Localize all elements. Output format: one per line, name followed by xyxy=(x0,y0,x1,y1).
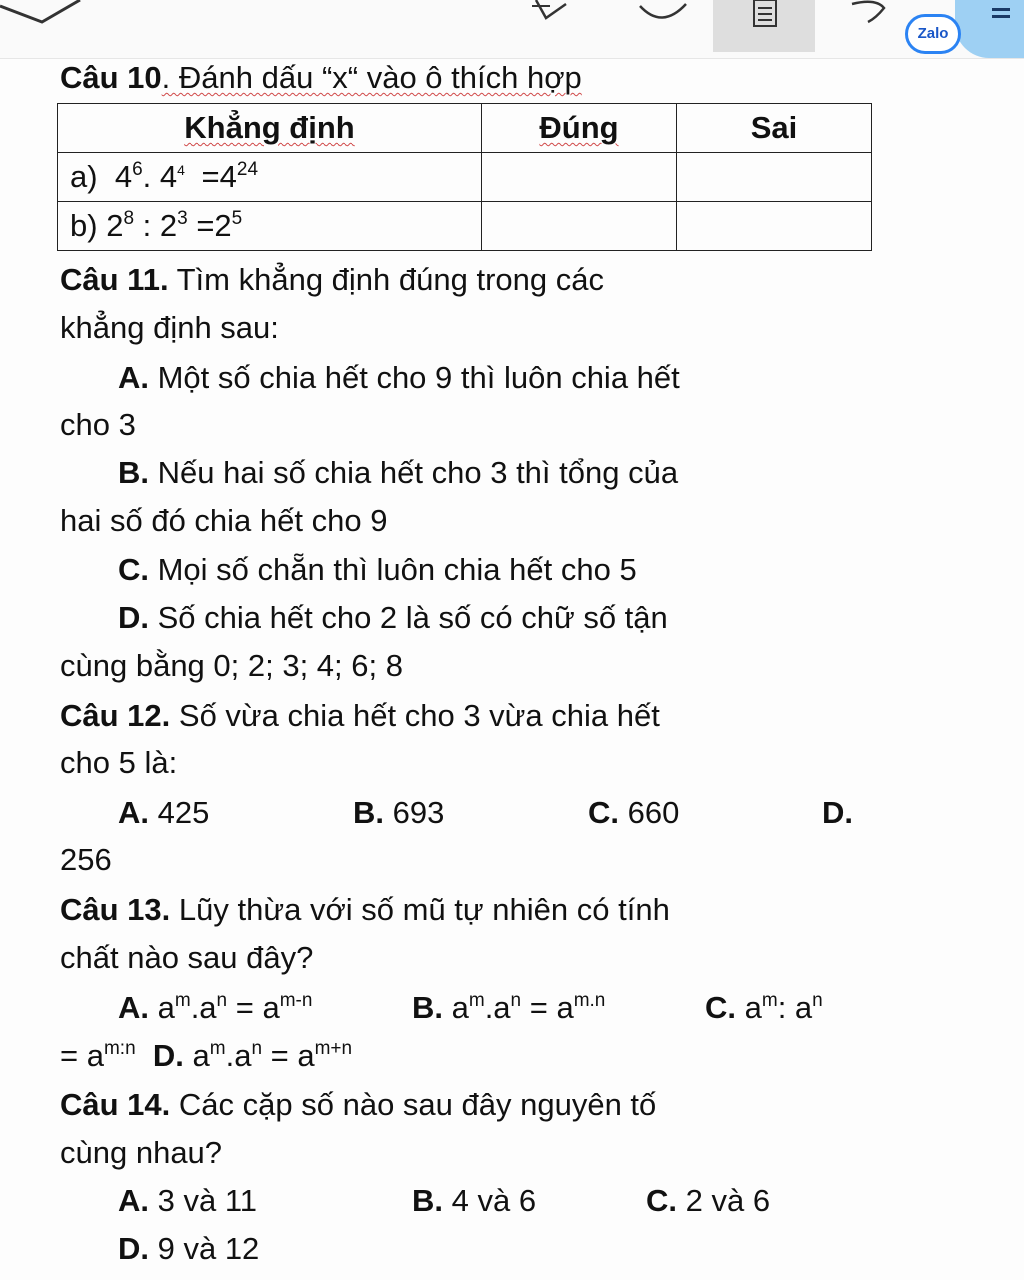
answer-box-b-true[interactable] xyxy=(482,202,677,251)
undo-icon[interactable] xyxy=(846,0,890,30)
q12-label: Câu 12. xyxy=(60,698,171,733)
q13-c-eq: = a xyxy=(60,1038,104,1073)
table-row xyxy=(58,153,872,202)
q13-d-base: a xyxy=(183,1038,210,1073)
q12-option-b[interactable] xyxy=(353,795,444,831)
q14-label: Câu 14. xyxy=(60,1087,171,1122)
row-b-base1: 2 xyxy=(106,208,124,243)
q12-c-text: 660 xyxy=(619,795,680,830)
q12-b-label: B. xyxy=(353,795,384,830)
q14-option-c[interactable] xyxy=(646,1183,770,1219)
q13-a-m: m xyxy=(174,990,191,1011)
q13-heading xyxy=(60,892,670,928)
row-b-exp2: 3 xyxy=(177,208,188,229)
row-b-label: b) xyxy=(70,208,98,243)
q11-c-label: C. xyxy=(118,552,149,587)
q12-text1: Số vừa chia hết cho 3 vừa chia hết xyxy=(170,698,660,733)
q13-b-n: n xyxy=(510,990,522,1011)
q13-option-c[interactable] xyxy=(705,990,823,1026)
header-statement xyxy=(58,104,482,153)
q11-d-text2: cùng bằng 0; 2; 3; 4; 6; 8 xyxy=(60,648,403,683)
q13-a-label: A. xyxy=(118,990,149,1025)
lasso-icon[interactable] xyxy=(636,0,692,24)
q14-b-label: B. xyxy=(412,1183,443,1218)
q14-option-d[interactable] xyxy=(118,1231,259,1267)
row-b-op: : 2 xyxy=(134,208,178,243)
q14-c-text: 2 và 6 xyxy=(677,1183,771,1218)
q13-b-label: B. xyxy=(412,990,443,1025)
row-a-dot: . 4 xyxy=(142,159,178,194)
q12-option-d[interactable] xyxy=(822,795,853,831)
row-a-exp1: 6 xyxy=(132,159,143,180)
q13-d-eq: = a xyxy=(262,1038,315,1073)
q13-option-d[interactable] xyxy=(144,1038,352,1073)
q13-text1: Lũy thừa với số mũ tự nhiên có tính xyxy=(170,892,670,927)
q11-text1: Tìm khẳng định đúng trong các xyxy=(168,262,604,297)
q11-d-text: Số chia hết cho 2 là số có chữ số tận xyxy=(149,600,668,635)
row-a-eq: =4 xyxy=(192,159,237,194)
q14-text1: Các cặp số nào sau đây nguyên tố xyxy=(170,1087,657,1122)
zalo-bubble-button[interactable] xyxy=(905,14,961,54)
pen-icon[interactable] xyxy=(526,0,578,30)
header-true xyxy=(482,104,677,153)
q10-text: . Đánh dấu “x“ vào ô thích hợp xyxy=(161,60,582,95)
row-b-eq: =2 xyxy=(187,208,232,243)
header-false xyxy=(677,104,872,153)
q14-option-b[interactable] xyxy=(412,1183,536,1219)
q14-d-label: D. xyxy=(118,1231,149,1266)
statement-a xyxy=(58,153,482,202)
header-true-text: Đúng xyxy=(539,110,619,145)
q13-label: Câu 13. xyxy=(60,892,171,927)
q13-text2: chất nào sau đây? xyxy=(60,940,314,975)
zalo-label: Zalo xyxy=(917,25,949,42)
q11-b-label: B. xyxy=(118,455,149,490)
q13-heading-cont xyxy=(60,940,313,976)
answer-box-b-false[interactable] xyxy=(677,202,872,251)
q11-a-text: Một số chia hết cho 9 thì luôn chia hết xyxy=(149,360,680,395)
q12-a-label: A. xyxy=(118,795,149,830)
q11-text2: khẳng định sau: xyxy=(60,310,279,345)
q10-heading xyxy=(60,60,582,96)
q13-a-res: m-n xyxy=(279,990,313,1011)
row-b-exp3: 5 xyxy=(231,208,243,229)
q13-b-eq: = a xyxy=(521,990,574,1025)
menu-icon-line xyxy=(992,15,1010,18)
statement-b xyxy=(58,202,482,251)
q11-option-a[interactable] xyxy=(118,360,680,396)
text-box-icon[interactable] xyxy=(750,0,780,30)
q12-heading xyxy=(60,698,660,734)
q13-c-base: a xyxy=(736,990,762,1025)
q11-c-text: Mọi số chẵn thì luôn chia hết cho 5 xyxy=(149,552,637,587)
q12-c-label: C. xyxy=(588,795,619,830)
q11-option-a-cont xyxy=(60,407,136,443)
row-a-exp3: 24 xyxy=(236,159,259,180)
q13-d-mid: .a xyxy=(225,1038,252,1073)
q12-heading-cont xyxy=(60,745,177,781)
q11-heading xyxy=(60,262,604,298)
q13-b-res: m.n xyxy=(573,990,606,1011)
q13-a-mid: .a xyxy=(190,990,217,1025)
q14-a-text: 3 và 11 xyxy=(149,1183,258,1218)
row-a-label: a) xyxy=(70,159,98,194)
q13-c-mid: : a xyxy=(777,990,813,1025)
q14-c-label: C. xyxy=(646,1183,677,1218)
q14-heading-cont xyxy=(60,1135,222,1171)
q12-a-text: 425 xyxy=(149,795,210,830)
q12-option-d-cont xyxy=(60,842,112,878)
q13-d-m: m xyxy=(209,1038,226,1059)
q13-c-label: C. xyxy=(705,990,736,1025)
row-a-exp2: 4 xyxy=(177,162,185,178)
q11-a-text2: cho 3 xyxy=(60,407,136,442)
q13-b-mid: .a xyxy=(484,990,511,1025)
q13-a-eq: = a xyxy=(227,990,280,1025)
q13-c-m: m xyxy=(761,990,778,1011)
q13-a-n: n xyxy=(216,990,228,1011)
q11-option-b[interactable] xyxy=(118,455,678,491)
q11-option-c[interactable] xyxy=(118,552,637,588)
menu-icon[interactable] xyxy=(992,8,1010,11)
q14-text2: cùng nhau? xyxy=(60,1135,223,1170)
q13-option-a[interactable] xyxy=(118,990,312,1026)
answer-box-a-false[interactable] xyxy=(677,153,872,202)
q11-option-b-cont xyxy=(60,503,387,539)
q14-option-a[interactable] xyxy=(118,1183,257,1219)
table-row xyxy=(58,202,872,251)
q13-c-n: n xyxy=(812,990,823,1011)
header-statement-text: Khẳng định xyxy=(184,110,355,145)
q12-text2: cho 5 là: xyxy=(60,745,178,780)
answer-box-a-true[interactable] xyxy=(482,153,677,202)
q13-d-n: n xyxy=(251,1038,263,1059)
q11-option-d[interactable] xyxy=(118,600,668,636)
q14-b-text: 4 và 6 xyxy=(443,1183,537,1218)
q13-a-base: a xyxy=(149,990,175,1025)
q13-line-cont xyxy=(60,1038,352,1074)
q12-option-a[interactable] xyxy=(118,795,209,831)
q13-b-base: a xyxy=(443,990,469,1025)
q10-table xyxy=(57,103,872,251)
row-a-base1: 4 xyxy=(114,159,133,194)
q13-d-res: m+n xyxy=(314,1038,353,1059)
table-header-row xyxy=(58,104,872,153)
q11-d-label: D. xyxy=(118,600,149,635)
checkmark-icon[interactable] xyxy=(0,0,90,30)
annotation-toolbar xyxy=(0,0,1024,59)
q14-a-label: A. xyxy=(118,1183,149,1218)
q12-d-label: D. xyxy=(822,795,853,830)
q12-option-c[interactable] xyxy=(588,795,679,831)
q11-a-label: A. xyxy=(118,360,149,395)
q11-heading-cont xyxy=(60,310,279,346)
q11-option-d-cont xyxy=(60,648,403,684)
q14-d-text: 9 và 12 xyxy=(149,1231,260,1266)
q13-option-b[interactable] xyxy=(412,990,605,1026)
row-b-exp1: 8 xyxy=(123,208,135,229)
q11-b-text: Nếu hai số chia hết cho 3 thì tổng của xyxy=(149,455,679,490)
q10-label: Câu 10 xyxy=(60,60,162,95)
q14-heading xyxy=(60,1087,656,1123)
zalo-panel[interactable] xyxy=(955,0,1024,58)
q12-b-text: 693 xyxy=(384,795,445,830)
q11-label: Câu 11. xyxy=(60,262,169,297)
q13-c-res: m:n xyxy=(103,1038,136,1059)
header-false-text: Sai xyxy=(750,110,798,145)
q11-b-text2: hai số đó chia hết cho 9 xyxy=(60,503,388,538)
q13-d-label: D. xyxy=(152,1038,184,1073)
q12-d-text: 256 xyxy=(60,842,112,877)
q13-b-m: m xyxy=(468,990,485,1011)
